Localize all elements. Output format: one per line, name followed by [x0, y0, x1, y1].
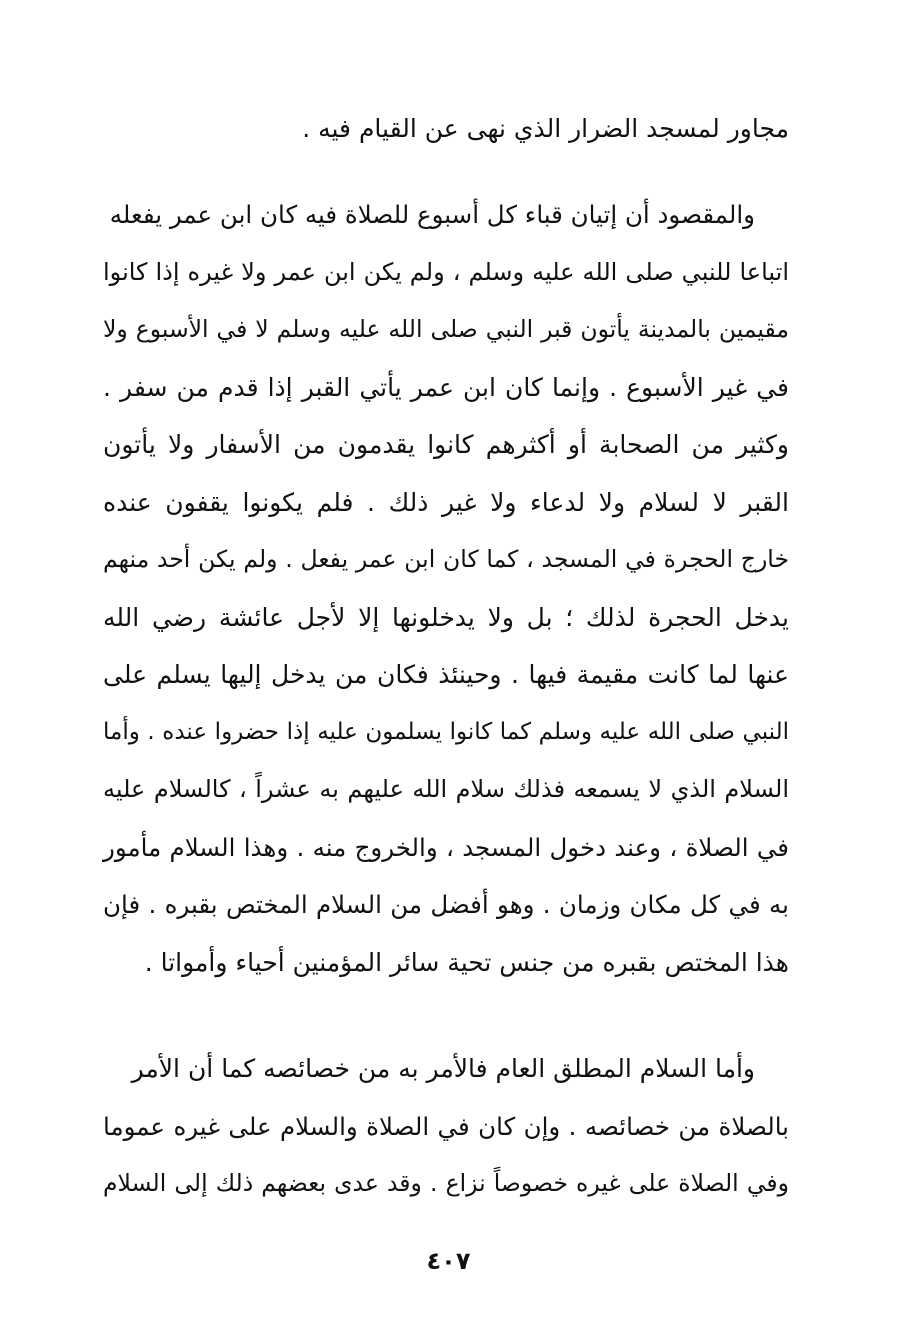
text-line: بالصلاة من خصائصه . وإن كان في الصلاة والسلام على غيره عموما [103, 1111, 789, 1141]
paragraph-1 [103, 100, 789, 158]
text-line: يدخل الحجرة لذلك ؛ بل ولا يدخلونها إلا لأجل عائشة رضي الله [103, 602, 789, 632]
text-line: والمقصود أن إتيان قباء كل أسبوع للصلاة فيه كان ابن عمر يفعله [109, 200, 755, 229]
text-line: في غير الأسبوع . وإنما كان ابن عمر يأتي القبر إذا قدم من سفر . [103, 372, 789, 402]
text-line: مجاور لمسجد الضرار الذي نهى عن القيام فيه . [302, 114, 789, 143]
page-number: ٤٠٧ [426, 1247, 471, 1275]
text-line: وفي الصلاة على غيره خصوصاً نزاع . وقد عدى بعضهم ذلك إلى السلام [103, 1169, 789, 1197]
text-line: النبي صلى الله عليه وسلم كما كانوا يسلمون عليه إذا حضروا عنده . وأما [103, 718, 789, 745]
text-line: عنها لما كانت مقيمة فيها . وحينئذ فكان من يدخل إليها يسلم على [103, 660, 789, 689]
text-line: اتباعا للنبي صلى الله عليه وسلم ، ولم يكن ابن عمر ولا غيره إذا كانوا [103, 257, 789, 286]
text-line: السلام الذي لا يسمعه فذلك سلام الله عليهم به عشراً ، كالسلام عليه [103, 775, 789, 803]
text-line: مقيمين بالمدينة يأتون قبر النبي صلى الله عليه وسلم لا في الأسبوع ولا [103, 315, 789, 343]
text-line: هذا المختص بقبره من جنس تحية سائر المؤمنين أحياء وأمواتا . [144, 947, 789, 977]
text-line: وأما السلام المطلق العام فالأمر به من خصائصه كما أن الأمر [131, 1054, 755, 1083]
text-line: في الصلاة ، وعند دخول المسجد ، والخروج منه . وهذا السلام مأمور [103, 832, 789, 862]
paragraph-2 [103, 186, 789, 991]
text-line: به في كل مكان وزمان . وهو أفضل من السلام المختص بقبره . فإن [103, 890, 789, 919]
paragraph-3 [103, 1040, 789, 1213]
text-line: خارج الحجرة في المسجد ، كما كان ابن عمر يفعل . ولم يكن أحد منهم [103, 545, 789, 573]
text-line: وكثير من الصحابة أو أكثرهم كانوا يقدمون من الأسفار ولا يأتون [103, 430, 789, 459]
text-line: القبر لا لسلام ولا لدعاء ولا غير ذلك . فلم يكونوا يقفون عنده [103, 487, 789, 517]
